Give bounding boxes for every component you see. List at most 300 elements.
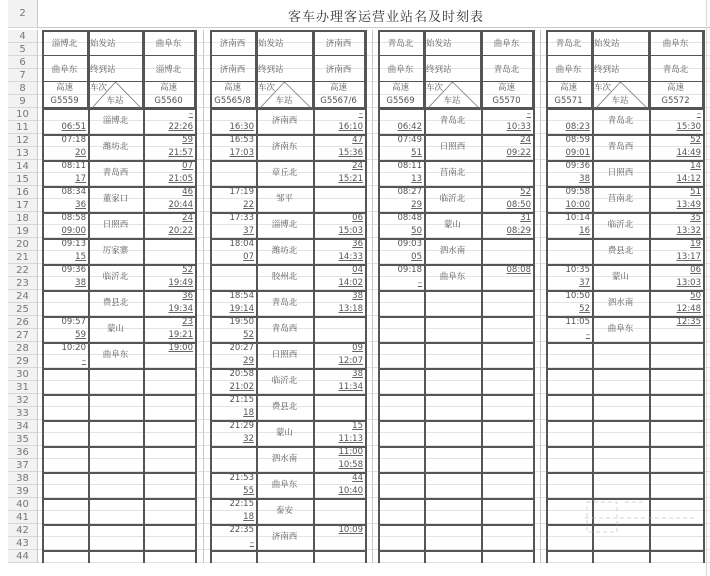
terminus-label[interactable]: 终到站 xyxy=(424,56,481,82)
up-departure-time[interactable]: 20:44 xyxy=(168,200,193,210)
down-departure-time[interactable]: 15 xyxy=(75,252,86,262)
station-name[interactable]: 邹平 xyxy=(275,193,293,204)
row-number[interactable]: 22 xyxy=(8,264,38,277)
down-arrival-time[interactable]: 08:58 xyxy=(61,213,86,223)
station-name[interactable]: 临沂北 xyxy=(439,193,466,204)
station-name[interactable]: 蒙山 xyxy=(275,427,293,438)
station-name[interactable]: 青岛西 xyxy=(102,167,129,178)
down-departure-time[interactable]: 21:02 xyxy=(229,382,254,392)
up-arrival-time[interactable]: 31 xyxy=(520,213,531,223)
station-name[interactable]: 日照西 xyxy=(102,219,129,230)
down-departure-time[interactable] xyxy=(42,303,88,316)
up-departure-time[interactable] xyxy=(143,251,195,264)
origin-label[interactable]: 始发站 xyxy=(256,30,313,56)
down-arrival-time[interactable]: 22:35 xyxy=(229,525,254,535)
up-arrival-time[interactable]: 04 xyxy=(352,265,363,275)
station-name[interactable]: 淄博北 xyxy=(271,219,298,230)
up-origin-cell[interactable]: 济南西 xyxy=(313,30,365,56)
station-name[interactable]: 曲阜东 xyxy=(607,323,634,334)
station-name[interactable]: 日照西 xyxy=(271,349,298,360)
up-arrival-time[interactable]: 09 xyxy=(352,343,363,353)
down-departure-time[interactable]: 20 xyxy=(75,148,86,158)
up-arrival-time[interactable]: 35 xyxy=(690,213,701,223)
station-name[interactable]: 济南东 xyxy=(271,141,298,152)
up-departure-time[interactable]: 22:26 xyxy=(168,122,193,132)
up-departure-time[interactable]: 10:40 xyxy=(338,486,363,496)
down-arrival-time[interactable]: 11:05 xyxy=(565,317,590,327)
up-arrival-time[interactable] xyxy=(313,316,365,329)
down-departure-time[interactable]: 07 xyxy=(243,252,254,262)
station-name[interactable]: 章丘北 xyxy=(271,167,298,178)
up-arrival-time[interactable] xyxy=(313,186,365,199)
up-arrival-time[interactable]: 24 xyxy=(182,213,193,223)
down-departure-time[interactable]: 50 xyxy=(411,226,422,236)
down-arrival-time[interactable]: 21:53 xyxy=(229,473,254,483)
station-name[interactable]: 青岛北 xyxy=(439,115,466,126)
down-arrival-time[interactable]: 21:15 xyxy=(229,395,254,405)
up-departure-time[interactable]: 10:33 xyxy=(506,122,531,132)
up-departure-time[interactable]: 09:22 xyxy=(506,148,531,158)
station-name[interactable]: 曲阜东 xyxy=(439,271,466,282)
down-departure-time[interactable]: 38 xyxy=(75,278,86,288)
down-arrival-time[interactable]: 20:27 xyxy=(229,343,254,353)
row-number[interactable]: 13 xyxy=(8,147,38,160)
train-station-diagonal-header[interactable] xyxy=(592,82,649,108)
up-departure-time[interactable] xyxy=(143,355,195,368)
up-arrival-time[interactable]: 59 xyxy=(182,135,193,145)
station-name[interactable]: 临沂北 xyxy=(607,219,634,230)
up-origin-cell[interactable]: 曲阜东 xyxy=(649,30,703,56)
up-type-cell[interactable]: 高速 xyxy=(649,82,703,95)
down-terminus-cell[interactable]: 曲阜东 xyxy=(546,56,592,82)
down-arrival-time[interactable]: 09:13 xyxy=(61,239,86,249)
down-arrival-time[interactable] xyxy=(42,108,88,121)
up-arrival-time[interactable]: 08:08 xyxy=(506,265,531,275)
row-number[interactable]: 12 xyxy=(8,134,38,147)
down-origin-cell[interactable]: 青岛北 xyxy=(378,30,424,56)
down-departure-time[interactable]: 52 xyxy=(579,304,590,314)
up-arrival-time[interactable]: 24 xyxy=(520,135,531,145)
station-name[interactable]: 青岛西 xyxy=(271,323,298,334)
up-departure-time[interactable]: 21:05 xyxy=(168,174,193,184)
up-arrival-time[interactable]: 52 xyxy=(520,187,531,197)
down-arrival-time[interactable]: 17:19 xyxy=(229,187,254,197)
up-arrival-time[interactable]: 24 xyxy=(352,161,363,171)
down-arrival-time[interactable]: 22:15 xyxy=(229,499,254,509)
row-number[interactable]: 33 xyxy=(8,407,38,420)
up-departure-time[interactable] xyxy=(481,277,533,290)
down-departure-time[interactable]: 08:23 xyxy=(565,122,590,132)
up-departure-time[interactable]: 11:34 xyxy=(338,382,363,392)
down-arrival-time[interactable]: 08:48 xyxy=(397,213,422,223)
up-arrival-time[interactable] xyxy=(143,238,195,251)
down-departure-time[interactable]: 55 xyxy=(243,486,254,496)
down-departure-time[interactable]: 59 xyxy=(75,330,86,340)
terminus-label[interactable]: 终到站 xyxy=(88,56,143,82)
row-number[interactable]: 9 xyxy=(8,95,38,108)
up-departure-time[interactable]: 13:32 xyxy=(676,226,701,236)
station-name[interactable]: 费县北 xyxy=(271,401,298,412)
down-train-code[interactable]: G5559 xyxy=(42,95,88,108)
up-arrival-time[interactable]: 11:00 xyxy=(338,447,363,457)
row-number[interactable]: 17 xyxy=(8,199,38,212)
row-number[interactable]: 20 xyxy=(8,238,38,251)
down-arrival-time[interactable]: 09:58 xyxy=(565,187,590,197)
station-name[interactable]: 胶州北 xyxy=(271,271,298,282)
up-departure-time[interactable]: 12:07 xyxy=(338,356,363,366)
up-arrival-time[interactable]: 06 xyxy=(690,265,701,275)
down-arrival-time[interactable] xyxy=(210,108,256,121)
station-name[interactable]: 蒙山 xyxy=(443,219,461,230)
down-origin-cell[interactable]: 青岛北 xyxy=(546,30,592,56)
up-departure-time[interactable]: 19:21 xyxy=(168,330,193,340)
up-departure-time[interactable] xyxy=(313,407,365,420)
up-arrival-time[interactable]: 47 xyxy=(352,135,363,145)
down-arrival-time[interactable]: 10:20 xyxy=(61,343,86,353)
down-type-cell[interactable]: 高速 xyxy=(42,82,88,95)
down-departure-time[interactable]: 52 xyxy=(243,330,254,340)
row-number[interactable]: 31 xyxy=(8,381,38,394)
down-arrival-time[interactable]: 10:14 xyxy=(565,213,590,223)
up-arrival-time[interactable]: 38 xyxy=(352,291,363,301)
down-arrival-time[interactable]: 08:11 xyxy=(61,161,86,171)
up-departure-time[interactable] xyxy=(313,199,365,212)
up-terminus-cell[interactable]: 青岛北 xyxy=(649,56,703,82)
up-arrival-time[interactable]: 06 xyxy=(352,213,363,223)
row-number[interactable]: 4 xyxy=(8,30,38,43)
down-departure-time[interactable]: 18 xyxy=(243,408,254,418)
station-name[interactable]: 厉家寨 xyxy=(102,245,129,256)
up-arrival-time[interactable]: 46 xyxy=(182,187,193,197)
down-departure-time[interactable]: 06:51 xyxy=(61,122,86,132)
up-departure-time[interactable]: 15:30 xyxy=(676,122,701,132)
row-number[interactable]: 39 xyxy=(8,485,38,498)
station-name[interactable]: 临沂北 xyxy=(102,271,129,282)
row-number[interactable]: 34 xyxy=(8,420,38,433)
title-row[interactable] xyxy=(38,0,710,28)
down-type-cell[interactable]: 高速 xyxy=(210,82,256,95)
up-type-cell[interactable]: 高速 xyxy=(313,82,365,95)
up-train-code[interactable]: G5560 xyxy=(143,95,195,108)
down-train-code[interactable]: G5565/8 xyxy=(210,95,256,108)
train-station-diagonal-header[interactable] xyxy=(424,82,481,108)
down-departure-time[interactable] xyxy=(210,173,256,186)
down-arrival-time[interactable]: 08:59 xyxy=(565,135,590,145)
up-arrival-time[interactable] xyxy=(481,160,533,173)
station-name[interactable]: 费县北 xyxy=(102,297,129,308)
row-number[interactable]: 43 xyxy=(8,537,38,550)
row-number[interactable]: 16 xyxy=(8,186,38,199)
station-name[interactable]: 蒙山 xyxy=(106,323,124,334)
up-arrival-time[interactable]: 10:09 xyxy=(338,525,363,535)
row-number[interactable]: 40 xyxy=(8,498,38,511)
station-name[interactable]: 青岛西 xyxy=(607,141,634,152)
row-number[interactable]: 14 xyxy=(8,160,38,173)
up-departure-time[interactable]: 10:58 xyxy=(338,460,363,470)
up-terminus-cell[interactable]: 青岛北 xyxy=(481,56,533,82)
up-arrival-time[interactable]: 38 xyxy=(352,369,363,379)
down-arrival-time[interactable] xyxy=(210,160,256,173)
down-departure-time[interactable]: – xyxy=(249,538,254,548)
down-departure-time[interactable]: 19:14 xyxy=(229,304,254,314)
down-arrival-time[interactable]: 09:36 xyxy=(61,265,86,275)
down-origin-cell[interactable]: 淄博北 xyxy=(42,30,88,56)
up-arrival-time[interactable]: 15 xyxy=(352,421,363,431)
up-arrival-time[interactable]: 36 xyxy=(182,291,193,301)
up-arrival-time[interactable] xyxy=(481,238,533,251)
down-arrival-time[interactable]: 07:18 xyxy=(61,135,86,145)
station-name[interactable]: 潍坊北 xyxy=(271,245,298,256)
down-arrival-time[interactable]: 09:36 xyxy=(565,161,590,171)
down-departure-time[interactable]: 16 xyxy=(579,226,590,236)
up-departure-time[interactable]: 13:03 xyxy=(676,278,701,288)
terminus-label[interactable]: 终到站 xyxy=(256,56,313,82)
down-arrival-time[interactable] xyxy=(378,108,424,121)
row-number[interactable]: 27 xyxy=(8,329,38,342)
station-name[interactable]: 淄博北 xyxy=(102,115,129,126)
down-departure-time[interactable]: 09:00 xyxy=(61,226,86,236)
up-train-code[interactable]: G5567/6 xyxy=(313,95,365,108)
row-number[interactable]: 5 xyxy=(8,43,38,56)
up-arrival-time[interactable]: 12:35 xyxy=(676,317,701,327)
station-name[interactable]: 青岛北 xyxy=(271,297,298,308)
up-arrival-time[interactable]: – xyxy=(696,109,701,119)
station-name[interactable]: 济南西 xyxy=(271,115,298,126)
station-name[interactable]: 董家口 xyxy=(102,193,129,204)
down-arrival-time[interactable]: 09:18 xyxy=(397,265,422,275)
down-departure-time[interactable]: 16:30 xyxy=(229,122,254,132)
up-arrival-time[interactable]: 14 xyxy=(690,161,701,171)
station-name[interactable]: 泗水南 xyxy=(271,453,298,464)
down-departure-time[interactable] xyxy=(546,251,592,264)
up-departure-time[interactable] xyxy=(481,251,533,264)
down-arrival-time[interactable]: 09:57 xyxy=(61,317,86,327)
down-arrival-time[interactable]: 09:03 xyxy=(397,239,422,249)
down-arrival-time[interactable]: 18:04 xyxy=(229,239,254,249)
up-departure-time[interactable]: 14:33 xyxy=(338,252,363,262)
up-departure-time[interactable]: 08:29 xyxy=(506,226,531,236)
up-arrival-time[interactable] xyxy=(313,394,365,407)
up-arrival-time[interactable]: 07 xyxy=(182,161,193,171)
down-departure-time[interactable]: – xyxy=(585,330,590,340)
down-arrival-time[interactable]: 07:49 xyxy=(397,135,422,145)
down-departure-time[interactable]: 22 xyxy=(243,200,254,210)
up-departure-time[interactable]: 14:12 xyxy=(676,174,701,184)
down-terminus-cell[interactable]: 曲阜东 xyxy=(42,56,88,82)
up-departure-time[interactable] xyxy=(649,329,703,342)
down-departure-time[interactable]: 13 xyxy=(411,174,422,184)
row-number[interactable]: 24 xyxy=(8,290,38,303)
up-departure-time[interactable]: 15:21 xyxy=(338,174,363,184)
station-name[interactable]: 潍坊北 xyxy=(102,141,129,152)
station-name[interactable]: 青岛北 xyxy=(607,115,634,126)
up-terminus-cell[interactable]: 淄博北 xyxy=(143,56,195,82)
up-departure-time[interactable]: 11:13 xyxy=(338,434,363,444)
up-arrival-time[interactable]: 52 xyxy=(182,265,193,275)
row-number[interactable]: 36 xyxy=(8,446,38,459)
down-arrival-time[interactable]: 19:50 xyxy=(229,317,254,327)
up-arrival-time[interactable]: – xyxy=(188,109,193,119)
down-departure-time[interactable]: 17:03 xyxy=(229,148,254,158)
down-departure-time[interactable] xyxy=(210,277,256,290)
down-departure-time[interactable]: 36 xyxy=(75,200,86,210)
up-arrival-time[interactable]: – xyxy=(358,109,363,119)
down-departure-time[interactable]: 06:42 xyxy=(397,122,422,132)
station-name[interactable]: 曲阜东 xyxy=(102,349,129,360)
row-number[interactable]: 41 xyxy=(8,511,38,524)
up-arrival-time[interactable]: 52 xyxy=(690,135,701,145)
down-arrival-time[interactable] xyxy=(210,264,256,277)
row-number[interactable]: 35 xyxy=(8,433,38,446)
down-arrival-time[interactable]: 08:27 xyxy=(397,187,422,197)
up-arrival-time[interactable]: – xyxy=(526,109,531,119)
row-number[interactable]: 29 xyxy=(8,355,38,368)
row-number[interactable]: 38 xyxy=(8,472,38,485)
up-departure-time[interactable]: 14:02 xyxy=(338,278,363,288)
down-arrival-time[interactable] xyxy=(546,108,592,121)
up-arrival-time[interactable]: 23 xyxy=(182,317,193,327)
down-arrival-time[interactable] xyxy=(42,290,88,303)
row-number[interactable]: 2 xyxy=(8,0,38,28)
down-departure-time[interactable]: 37 xyxy=(579,278,590,288)
down-train-code[interactable]: G5571 xyxy=(546,95,592,108)
origin-label[interactable]: 始发站 xyxy=(88,30,143,56)
up-departure-time[interactable]: 13:49 xyxy=(676,200,701,210)
down-departure-time[interactable]: 37 xyxy=(243,226,254,236)
row-number[interactable]: 11 xyxy=(8,121,38,134)
terminus-label[interactable]: 终到站 xyxy=(592,56,649,82)
up-departure-time[interactable]: 15:36 xyxy=(338,148,363,158)
row-number[interactable]: 15 xyxy=(8,173,38,186)
down-departure-time[interactable]: 38 xyxy=(579,174,590,184)
origin-label[interactable]: 始发站 xyxy=(424,30,481,56)
up-departure-time[interactable]: 19:34 xyxy=(168,304,193,314)
down-arrival-time[interactable]: 21:29 xyxy=(229,421,254,431)
up-origin-cell[interactable]: 曲阜东 xyxy=(143,30,195,56)
row-number[interactable]: 23 xyxy=(8,277,38,290)
station-name[interactable]: 费县北 xyxy=(607,245,634,256)
row-number[interactable]: 10 xyxy=(8,108,38,121)
down-departure-time[interactable]: 18 xyxy=(243,512,254,522)
up-departure-time[interactable]: 08:50 xyxy=(506,200,531,210)
down-origin-cell[interactable]: 济南西 xyxy=(210,30,256,56)
up-arrival-time[interactable]: 44 xyxy=(352,473,363,483)
up-departure-time[interactable]: 21:57 xyxy=(168,148,193,158)
up-arrival-time[interactable]: 36 xyxy=(352,239,363,249)
down-arrival-time[interactable]: 17:33 xyxy=(229,213,254,223)
down-arrival-time[interactable] xyxy=(546,238,592,251)
row-number[interactable]: 21 xyxy=(8,251,38,264)
up-arrival-time[interactable] xyxy=(313,498,365,511)
row-number[interactable]: 28 xyxy=(8,342,38,355)
up-type-cell[interactable]: 高速 xyxy=(143,82,195,95)
row-number[interactable]: 6 xyxy=(8,56,38,69)
down-departure-time[interactable]: 05 xyxy=(411,252,422,262)
up-arrival-time[interactable]: 51 xyxy=(690,187,701,197)
down-arrival-time[interactable] xyxy=(210,446,256,459)
up-departure-time[interactable]: 19:49 xyxy=(168,278,193,288)
down-departure-time[interactable]: – xyxy=(81,356,86,366)
station-name[interactable]: 日照西 xyxy=(607,167,634,178)
up-departure-time[interactable] xyxy=(481,173,533,186)
station-name[interactable]: 莒南北 xyxy=(439,167,466,178)
row-number[interactable]: 7 xyxy=(8,69,38,82)
station-name[interactable]: 临沂北 xyxy=(271,375,298,386)
down-departure-time[interactable]: 29 xyxy=(411,200,422,210)
down-type-cell[interactable]: 高速 xyxy=(378,82,424,95)
station-name[interactable]: 泰安 xyxy=(275,505,293,516)
down-departure-time[interactable]: 29 xyxy=(243,356,254,366)
down-departure-time[interactable]: 32 xyxy=(243,434,254,444)
up-departure-time[interactable]: 13:17 xyxy=(676,252,701,262)
down-departure-time[interactable]: 10:00 xyxy=(565,200,590,210)
up-departure-time[interactable]: 13:18 xyxy=(338,304,363,314)
up-train-code[interactable]: G5572 xyxy=(649,95,703,108)
up-departure-time[interactable]: 20:22 xyxy=(168,226,193,236)
up-arrival-time[interactable]: 19:00 xyxy=(168,343,193,353)
down-departure-time[interactable]: 09:01 xyxy=(565,148,590,158)
station-name[interactable]: 莒南北 xyxy=(607,193,634,204)
up-departure-time[interactable] xyxy=(313,329,365,342)
down-arrival-time[interactable]: 08:11 xyxy=(397,161,422,171)
row-number[interactable]: 42 xyxy=(8,524,38,537)
up-train-code[interactable]: G5570 xyxy=(481,95,533,108)
down-arrival-time[interactable]: 10:50 xyxy=(565,291,590,301)
row-number[interactable]: 32 xyxy=(8,394,38,407)
down-terminus-cell[interactable]: 济南西 xyxy=(210,56,256,82)
train-station-diagonal-header[interactable] xyxy=(88,82,143,108)
up-origin-cell[interactable]: 曲阜东 xyxy=(481,30,533,56)
up-arrival-time[interactable]: 50 xyxy=(690,291,701,301)
station-name[interactable]: 泗水南 xyxy=(607,297,634,308)
up-departure-time[interactable]: 14:49 xyxy=(676,148,701,158)
up-departure-time[interactable]: 15:03 xyxy=(338,226,363,236)
row-number[interactable]: 18 xyxy=(8,212,38,225)
row-number[interactable]: 8 xyxy=(8,82,38,95)
up-departure-time[interactable]: 16:10 xyxy=(338,122,363,132)
up-departure-time[interactable] xyxy=(313,537,365,550)
train-station-diagonal-header[interactable] xyxy=(256,82,313,108)
station-name[interactable]: 济南西 xyxy=(271,531,298,542)
up-type-cell[interactable]: 高速 xyxy=(481,82,533,95)
row-number[interactable]: 30 xyxy=(8,368,38,381)
down-arrival-time[interactable]: 18:54 xyxy=(229,291,254,301)
row-number[interactable]: 37 xyxy=(8,459,38,472)
down-arrival-time[interactable]: 16:53 xyxy=(229,135,254,145)
down-terminus-cell[interactable]: 曲阜东 xyxy=(378,56,424,82)
station-name[interactable]: 曲阜东 xyxy=(271,479,298,490)
down-arrival-time[interactable]: 10:35 xyxy=(565,265,590,275)
up-arrival-time[interactable]: 19 xyxy=(690,239,701,249)
down-arrival-time[interactable]: 08:34 xyxy=(61,187,86,197)
station-name[interactable]: 蒙山 xyxy=(611,271,629,282)
row-number[interactable]: 26 xyxy=(8,316,38,329)
station-name[interactable]: 泗水南 xyxy=(439,245,466,256)
down-departure-time[interactable]: 51 xyxy=(411,148,422,158)
down-train-code[interactable]: G5569 xyxy=(378,95,424,108)
station-name[interactable]: 日照西 xyxy=(439,141,466,152)
down-departure-time[interactable]: 17 xyxy=(75,174,86,184)
row-number[interactable]: 25 xyxy=(8,303,38,316)
down-type-cell[interactable]: 高速 xyxy=(546,82,592,95)
down-departure-time[interactable] xyxy=(210,459,256,472)
up-departure-time[interactable]: 12:48 xyxy=(676,304,701,314)
row-number[interactable]: 44 xyxy=(8,550,38,563)
down-arrival-time[interactable]: 20:58 xyxy=(229,369,254,379)
down-departure-time[interactable]: – xyxy=(417,278,422,288)
origin-label[interactable]: 始发站 xyxy=(592,30,649,56)
row-number[interactable]: 19 xyxy=(8,225,38,238)
